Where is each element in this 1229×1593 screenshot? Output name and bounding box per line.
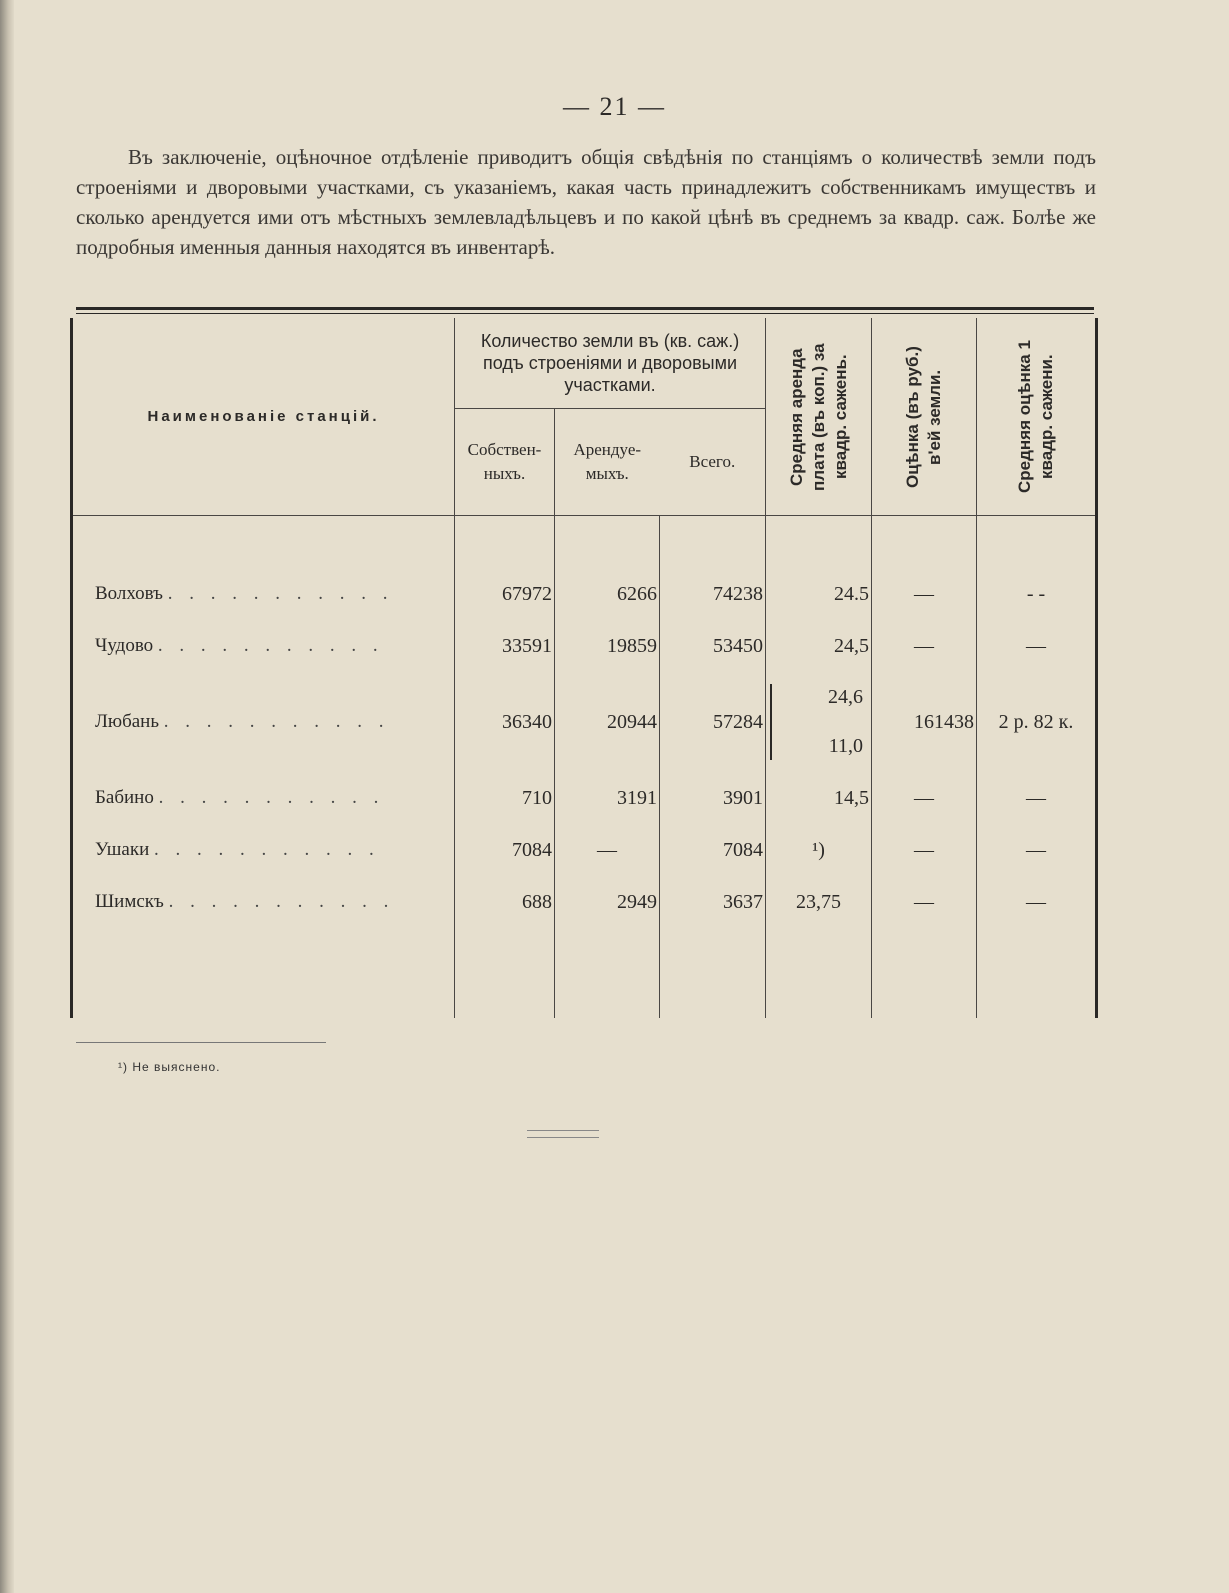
header-cell-group bbox=[455, 318, 766, 409]
footnote-mark: ¹) bbox=[118, 1060, 128, 1074]
avg-valuation-cell: — bbox=[977, 772, 1097, 824]
header-row-1 bbox=[72, 318, 1097, 409]
footnote-rule bbox=[76, 1042, 326, 1043]
valuation-cell: — bbox=[872, 824, 977, 876]
total-cell: 3637 bbox=[660, 876, 766, 928]
stations-table bbox=[70, 318, 1098, 1018]
avg-valuation-cell: - - bbox=[977, 568, 1097, 620]
station-name: Бабино bbox=[95, 787, 154, 808]
leader-dots: . . . . . . . . . . . bbox=[158, 787, 385, 808]
header-cell-rented bbox=[555, 409, 660, 516]
own-cell: 710 bbox=[455, 772, 555, 824]
footnote bbox=[118, 1060, 220, 1074]
rented-cell: 3191 bbox=[555, 772, 660, 824]
rented-cell: 6266 bbox=[555, 568, 660, 620]
valuation-cell: — bbox=[872, 772, 977, 824]
footnote-text: Не выяснено. bbox=[132, 1060, 221, 1074]
station-name-cell bbox=[72, 672, 455, 772]
table-top-rule-thin bbox=[76, 313, 1094, 314]
table-top-rule bbox=[76, 307, 1094, 310]
bottom-spacer-row bbox=[72, 928, 1097, 1018]
avg-valuation-cell: — bbox=[977, 620, 1097, 672]
station-name: Любань bbox=[95, 711, 160, 732]
total-cell: 57284 bbox=[660, 672, 766, 772]
avg-valuation-cell: 2 р. 82 к. bbox=[977, 672, 1097, 772]
total-cell: 7084 bbox=[660, 824, 766, 876]
leader-dots: . . . . . . . . . . . bbox=[167, 583, 394, 604]
leader-dots: . . . . . . . . . . . bbox=[154, 839, 380, 860]
table-row bbox=[72, 620, 1097, 672]
rent-cell: 14,5 bbox=[766, 772, 872, 824]
rented-cell: — bbox=[555, 824, 660, 876]
header-avg-valuation: Средняя оцѣнка 1 квадр. сажени. bbox=[1015, 340, 1057, 493]
header-cell-total bbox=[660, 409, 766, 516]
end-ornament bbox=[527, 1130, 599, 1138]
own-cell: 36340 bbox=[455, 672, 555, 772]
rent-cell: 24.5 bbox=[766, 568, 872, 620]
total-cell: 74238 bbox=[660, 568, 766, 620]
station-name-cell bbox=[72, 772, 455, 824]
station-name: Шимскъ bbox=[95, 891, 164, 912]
valuation-cell: 161438 bbox=[872, 672, 977, 772]
total-cell: 3901 bbox=[660, 772, 766, 824]
rent-value-second: 11,0 bbox=[828, 735, 864, 757]
own-cell: 67972 bbox=[455, 568, 555, 620]
header-group: Количество земли въ (кв. саж.) подъ строеніями и дворовыми участками. bbox=[480, 331, 740, 395]
valuation-cell: — bbox=[872, 568, 977, 620]
header-rented: Арендуе-мыхъ. bbox=[573, 440, 642, 483]
table-row bbox=[72, 672, 1097, 772]
leader-dots: . . . . . . . . . . . bbox=[163, 711, 390, 732]
total-cell: 53450 bbox=[660, 620, 766, 672]
rent-cell: ¹) bbox=[766, 824, 872, 876]
page-edge bbox=[0, 0, 14, 1593]
rent-cell bbox=[766, 672, 872, 772]
station-name: Волховъ bbox=[95, 583, 164, 604]
station-name-cell bbox=[72, 876, 455, 928]
leader-dots: . . . . . . . . . . . bbox=[157, 635, 384, 656]
table-row bbox=[72, 772, 1097, 824]
avg-valuation-cell: — bbox=[977, 876, 1097, 928]
station-name-cell bbox=[72, 620, 455, 672]
intro-paragraph: Въ заключеніе, оцѣночное отдѣленіе приводитъ общія свѣдѣнія по станціямъ о количествѣ земли подъ строеніями и дворовыми участками, съ указаніемъ, какая часть принадлежитъ собственникамъ имуществъ и сколько арендуется ими отъ мѣстныхъ землевладѣльцевъ и по какой цѣнѣ въ среднемъ за квадр. саж. Болѣе же подробныя именныя данныя находятся въ инвентарѣ. bbox=[76, 145, 1096, 259]
page-number: — 21 — bbox=[563, 92, 666, 121]
rented-cell: 2949 bbox=[555, 876, 660, 928]
header-cell-name bbox=[72, 318, 455, 516]
own-cell: 33591 bbox=[455, 620, 555, 672]
station-name-cell bbox=[72, 824, 455, 876]
header-cell-avg-valuation bbox=[977, 318, 1097, 516]
avg-valuation-cell: — bbox=[977, 824, 1097, 876]
station-name-cell bbox=[72, 568, 455, 620]
table-row bbox=[72, 876, 1097, 928]
rented-cell: 20944 bbox=[555, 672, 660, 772]
header-cell-avg-rent bbox=[766, 318, 872, 516]
rented-cell: 19859 bbox=[555, 620, 660, 672]
station-name: Чудово bbox=[95, 635, 154, 656]
valuation-cell: — bbox=[872, 876, 977, 928]
rent-cell: 23,75 bbox=[766, 876, 872, 928]
rent-value: 24,6 bbox=[828, 686, 864, 708]
spacer-row bbox=[72, 516, 1097, 569]
leader-dots: . . . . . . . . . . . bbox=[168, 891, 395, 912]
header-total: Всего. bbox=[689, 452, 736, 471]
valuation-cell: — bbox=[872, 620, 977, 672]
header-name: Наименованіе станцій. bbox=[147, 407, 380, 425]
own-cell: 7084 bbox=[455, 824, 555, 876]
header-cell-valuation bbox=[872, 318, 977, 516]
table-row bbox=[72, 824, 1097, 876]
header-cell-own bbox=[455, 409, 555, 516]
station-name: Ушаки bbox=[95, 839, 150, 860]
header-avg-rent: Средняя аренда плата (въ коп.) за квадр. сажень. bbox=[786, 342, 850, 491]
own-cell: 688 bbox=[455, 876, 555, 928]
header-valuation: Оцѣнка (въ руб.) в'ей земли. bbox=[903, 345, 945, 488]
header-own: Собствен-ныхъ. bbox=[467, 440, 542, 483]
table-row bbox=[72, 568, 1097, 620]
rent-cell: 24,5 bbox=[766, 620, 872, 672]
